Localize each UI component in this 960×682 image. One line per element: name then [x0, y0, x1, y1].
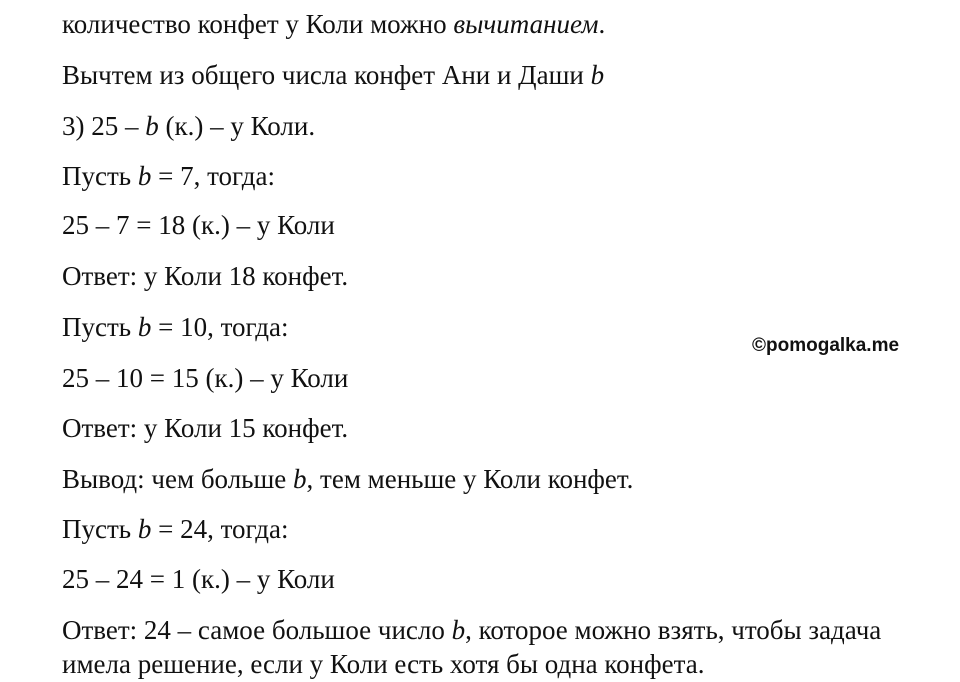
text-plain: 25 – 10 = 15 (к.) – у Коли: [62, 363, 349, 393]
text-line-6: [62, 260, 348, 292]
text-plain: Ответ: 24 – самое большое число: [62, 615, 452, 645]
text-line-12: [62, 563, 335, 595]
text-plain: = 24, тогда:: [151, 514, 289, 544]
watermark: ©pomogalka.me: [752, 335, 900, 356]
text-plain: 3) 25 –: [62, 111, 146, 141]
text-plain: количество конфет у Коли можно: [62, 9, 454, 39]
text-plain: 25 – 24 = 1 (к.) – у Коли: [62, 564, 335, 594]
text-plain: Пусть: [62, 514, 138, 544]
text-italic: b: [293, 464, 307, 494]
text-plain: Вычтем из общего числа конфет Ани и Даши: [62, 60, 591, 90]
text-italic: b: [137, 161, 152, 191]
text-line-13: [62, 613, 952, 681]
text-plain: Ответ: у Коли 15 конфет.: [62, 413, 349, 443]
text-plain: , тем меньше у Коли конфет.: [306, 464, 634, 494]
text-plain: , которое можно взять, чтобы задача имела решение, если у Коли есть хотя бы одна конфета.: [62, 615, 882, 679]
text-line-5: [62, 209, 335, 241]
text-line-11: [62, 513, 288, 545]
text-italic: b: [137, 312, 152, 342]
text-plain: Пусть: [62, 161, 138, 191]
text-line-10: [62, 463, 633, 495]
text-italic: b: [590, 60, 605, 90]
text-plain: Ответ: у Коли 18 конфет.: [62, 261, 349, 291]
text-line-4: [62, 160, 275, 192]
text-line-8: [62, 362, 348, 394]
text-line-7: [62, 311, 288, 343]
text-plain: Вывод: чем больше: [62, 464, 294, 494]
text-plain: = 10, тогда:: [151, 312, 289, 342]
text-line-9: [62, 412, 348, 444]
text-italic: b: [451, 615, 466, 645]
text-plain: (к.) – у Коли.: [158, 111, 316, 141]
text-plain: = 7, тогда:: [151, 161, 275, 191]
text-line-1: [62, 8, 605, 40]
text-italic: вычитанием: [453, 9, 599, 39]
text-italic: b: [137, 514, 152, 544]
text-italic: b: [145, 111, 159, 141]
text-plain: .: [598, 9, 606, 39]
text-plain: 25 – 7 = 18 (к.) – у Коли: [62, 210, 335, 240]
text-line-2: [62, 59, 604, 91]
text-plain: Пусть: [62, 312, 138, 342]
text-line-3: [62, 110, 315, 142]
